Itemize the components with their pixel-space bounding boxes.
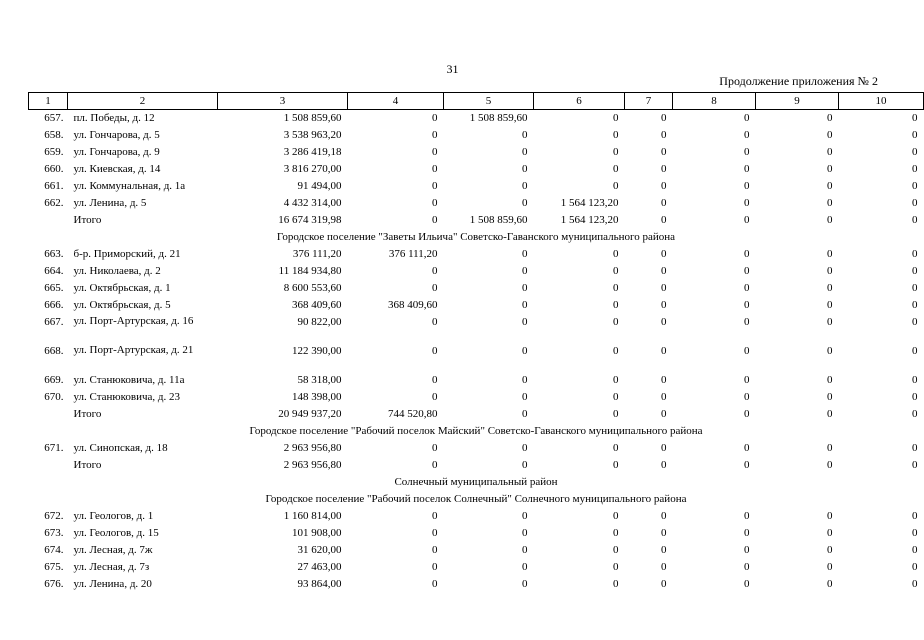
column-header: 8 (673, 93, 756, 110)
value-cell-col-8: 0 (744, 560, 750, 573)
section-heading: Городское поселение "Рабочий поселок Солнечный" Солнечного муниципального района (265, 492, 687, 505)
table-row (29, 263, 924, 280)
value-cell-col-7: 0 (661, 145, 667, 158)
section-heading-row (29, 491, 924, 508)
value-cell-col-5: 0 (522, 145, 528, 158)
value-cell-col-3: 90 822,00 (297, 315, 342, 328)
value-cell-col-6: 0 (613, 128, 619, 141)
row-number: 667. (44, 315, 64, 328)
value-cell-col-3: 93 864,00 (297, 577, 342, 590)
value-cell-col-10: 0 (912, 264, 918, 277)
value-cell-col-8: 0 (744, 196, 750, 209)
value-cell-col-10: 0 (912, 407, 918, 420)
column-header: 6 (534, 93, 625, 110)
column-header: 5 (444, 93, 534, 110)
value-cell-col-4: 0 (432, 509, 438, 522)
address-cell: ул. Киевская, д. 14 (73, 162, 161, 175)
column-header: 9 (756, 93, 839, 110)
value-cell-col-8: 0 (744, 526, 750, 539)
address-cell: ул. Ленина, д. 20 (73, 577, 152, 590)
value-cell-col-10: 0 (912, 162, 918, 175)
value-cell-col-4: 0 (432, 264, 438, 277)
total-row (29, 406, 924, 423)
address-cell: ул. Порт-Артурская, д. 16 (73, 314, 194, 327)
address-cell: пл. Победы, д. 12 (73, 112, 155, 124)
value-cell-col-9: 0 (827, 128, 833, 141)
value-cell-col-10: 0 (912, 213, 918, 226)
value-cell-col-8: 0 (744, 344, 750, 357)
total-row (29, 212, 924, 229)
row-number: 658. (44, 128, 64, 141)
column-header: 2 (68, 93, 218, 110)
row-number: 660. (44, 162, 64, 175)
table-row (29, 144, 924, 161)
address-cell: ул. Синопская, д. 18 (73, 441, 168, 454)
row-number (29, 212, 68, 229)
table-row (29, 246, 924, 263)
value-cell-col-6: 0 (613, 145, 619, 158)
address-cell: ул. Геологов, д. 1 (73, 509, 154, 522)
value-cell-col-7: 0 (661, 526, 667, 539)
table-row (29, 559, 924, 576)
value-cell-col-4: 0 (432, 128, 438, 141)
address-cell: ул. Октябрьская, д. 1 (73, 281, 171, 294)
section-heading: Городское поселение "Рабочий поселок Майский" Советско-Гаванского муниципального района (249, 424, 703, 437)
table-body (29, 110, 924, 593)
value-cell-col-7: 0 (661, 315, 667, 328)
value-cell-col-5: 0 (522, 526, 528, 539)
total-label: Итого (73, 458, 102, 471)
total-row (29, 457, 924, 474)
address-cell: ул. Коммунальная, д. 1а (73, 179, 186, 192)
value-cell-col-9: 0 (827, 509, 833, 522)
value-cell-col-3: 20 949 937,20 (278, 407, 342, 420)
value-cell-col-8: 0 (744, 315, 750, 328)
value-cell-col-9: 0 (827, 281, 833, 294)
row-number: 663. (44, 247, 64, 260)
value-cell-col-6: 0 (613, 577, 619, 590)
row-number: 662. (44, 196, 64, 209)
address-cell: ул. Николаева, д. 2 (73, 264, 161, 277)
value-cell-col-4: 0 (432, 112, 438, 124)
value-cell-col-7: 0 (661, 543, 667, 556)
value-cell-col-6: 0 (613, 247, 619, 260)
value-cell-col-10: 0 (912, 390, 918, 403)
value-cell-col-8: 0 (744, 390, 750, 403)
value-cell-col-7: 0 (661, 162, 667, 175)
value-cell-col-7: 0 (661, 344, 667, 357)
section-heading-row (29, 423, 924, 440)
value-cell-col-5: 0 (522, 128, 528, 141)
value-cell-col-5: 0 (522, 577, 528, 590)
value-cell-col-9: 0 (827, 298, 833, 311)
address-cell: ул. Станюковича, д. 11а (73, 373, 185, 386)
address-cell: ул. Геологов, д. 15 (73, 526, 159, 539)
value-cell-col-8: 0 (744, 247, 750, 260)
column-header: 4 (348, 93, 444, 110)
row-number: 661. (44, 179, 64, 192)
value-cell-col-4: 0 (432, 315, 438, 328)
address-cell: ул. Гончарова, д. 5 (73, 128, 160, 141)
value-cell-col-8: 0 (744, 112, 750, 124)
address-cell: ул. Лесная, д. 7з (73, 560, 150, 573)
value-cell-col-3: 101 908,00 (292, 526, 342, 539)
address-cell: ул. Порт-Артурская, д. 21 (73, 343, 194, 356)
address-cell: ул. Ленина, д. 5 (73, 196, 147, 209)
value-cell-col-5: 0 (522, 264, 528, 277)
section-heading-row (29, 229, 924, 246)
value-cell-col-4: 0 (432, 543, 438, 556)
value-cell-col-10: 0 (912, 128, 918, 141)
value-cell-col-4: 0 (432, 526, 438, 539)
value-cell-col-6: 0 (613, 560, 619, 573)
value-cell-col-5: 0 (522, 298, 528, 311)
value-cell-col-3: 368 409,60 (292, 298, 342, 311)
value-cell-col-5: 0 (522, 315, 528, 328)
value-cell-col-6: 0 (613, 264, 619, 277)
address-cell: ул. Станюковича, д. 23 (73, 390, 181, 403)
value-cell-col-6: 0 (613, 179, 619, 192)
table-row (29, 440, 924, 457)
value-cell-col-6: 0 (613, 373, 619, 386)
value-cell-col-6: 1 564 123,20 (560, 213, 619, 226)
value-cell-col-4: 376 111,20 (388, 247, 438, 260)
value-cell-col-3: 31 620,00 (297, 543, 342, 556)
value-cell-col-9: 0 (827, 543, 833, 556)
value-cell-col-10: 0 (912, 373, 918, 386)
value-cell-col-10: 0 (912, 196, 918, 209)
value-cell-col-8: 0 (744, 458, 750, 471)
value-cell-col-10: 0 (912, 509, 918, 522)
value-cell-col-7: 0 (661, 247, 667, 260)
value-cell-col-4: 0 (432, 213, 438, 226)
value-cell-col-9: 0 (827, 145, 833, 158)
value-cell-col-7: 0 (661, 213, 667, 226)
value-cell-col-5: 0 (522, 390, 528, 403)
value-cell-col-3: 122 390,00 (292, 344, 342, 357)
value-cell-col-7: 0 (661, 407, 667, 420)
value-cell-col-9: 0 (827, 162, 833, 175)
value-cell-col-3: 3 538 963,20 (283, 128, 342, 141)
value-cell-col-9: 0 (827, 196, 833, 209)
row-number: 659. (44, 145, 64, 158)
value-cell-col-4: 0 (432, 577, 438, 590)
value-cell-col-4: 0 (432, 344, 438, 357)
table-row (29, 127, 924, 144)
row-number: 657. (44, 112, 64, 124)
value-cell-col-4: 0 (432, 179, 438, 192)
section-heading: Солнечный муниципальный район (394, 475, 558, 488)
value-cell-col-7: 0 (661, 281, 667, 294)
value-cell-col-4: 0 (432, 560, 438, 573)
row-number: 664. (44, 264, 64, 277)
value-cell-col-10: 0 (912, 315, 918, 328)
row-number: 669. (44, 373, 64, 386)
address-cell: ул. Гончарова, д. 9 (73, 145, 160, 158)
value-cell-col-4: 0 (432, 390, 438, 403)
value-cell-col-10: 0 (912, 560, 918, 573)
row-number: 668. (44, 344, 64, 357)
value-cell-col-8: 0 (744, 577, 750, 590)
value-cell-col-4: 0 (432, 196, 438, 209)
value-cell-col-5: 1 508 859,60 (469, 112, 528, 124)
page-number: 31 (446, 62, 459, 76)
value-cell-col-9: 0 (827, 407, 833, 420)
value-cell-col-7: 0 (661, 441, 667, 454)
value-cell-col-7: 0 (661, 509, 667, 522)
value-cell-col-8: 0 (744, 264, 750, 277)
row-number: 671. (44, 441, 64, 454)
value-cell-col-6: 0 (613, 543, 619, 556)
total-label: Итого (73, 213, 102, 226)
table-row (29, 195, 924, 212)
row-number: 675. (44, 560, 64, 573)
table-row (29, 576, 924, 593)
value-cell-col-9: 0 (827, 390, 833, 403)
address-cell: б-р. Приморский, д. 21 (73, 247, 181, 260)
value-cell-col-7: 0 (661, 264, 667, 277)
value-cell-col-3: 2 963 956,80 (283, 441, 342, 454)
table-row (29, 161, 924, 178)
value-cell-col-10: 0 (912, 298, 918, 311)
value-cell-col-5: 0 (522, 441, 528, 454)
value-cell-col-8: 0 (744, 179, 750, 192)
table-row (29, 178, 924, 195)
value-cell-col-7: 0 (661, 196, 667, 209)
value-cell-col-5: 1 508 859,60 (469, 213, 528, 226)
row-number: 665. (44, 281, 64, 294)
value-cell-col-6: 0 (613, 344, 619, 357)
value-cell-col-9: 0 (827, 315, 833, 328)
value-cell-col-5: 0 (522, 179, 528, 192)
value-cell-col-3: 8 600 553,60 (283, 281, 342, 294)
value-cell-col-8: 0 (744, 162, 750, 175)
value-cell-col-10: 0 (912, 247, 918, 260)
value-cell-col-10: 0 (912, 577, 918, 590)
value-cell-col-5: 0 (522, 196, 528, 209)
value-cell-col-3: 11 184 934,80 (278, 264, 342, 277)
value-cell-col-6: 0 (613, 162, 619, 175)
value-cell-col-4: 0 (432, 145, 438, 158)
value-cell-col-4: 368 409,60 (388, 298, 438, 311)
value-cell-col-10: 0 (912, 281, 918, 294)
value-cell-col-3: 376 111,20 (292, 247, 342, 260)
table-row (29, 343, 924, 372)
value-cell-col-5: 0 (522, 373, 528, 386)
value-cell-col-7: 0 (661, 390, 667, 403)
column-header: 1 (29, 93, 68, 110)
header-row (29, 93, 924, 110)
address-cell: ул. Октябрьская, д. 5 (73, 298, 171, 311)
value-cell-col-4: 0 (432, 458, 438, 471)
value-cell-col-6: 0 (613, 526, 619, 539)
value-cell-col-9: 0 (827, 373, 833, 386)
value-cell-col-5: 0 (522, 543, 528, 556)
value-cell-col-10: 0 (912, 526, 918, 539)
value-cell-col-9: 0 (827, 441, 833, 454)
value-cell-col-9: 0 (827, 247, 833, 260)
value-cell-col-9: 0 (827, 112, 833, 124)
value-cell-col-6: 0 (613, 281, 619, 294)
value-cell-col-7: 0 (661, 298, 667, 311)
value-cell-col-9: 0 (827, 179, 833, 192)
row-number (29, 406, 68, 423)
table-row (29, 280, 924, 297)
value-cell-col-8: 0 (744, 213, 750, 226)
column-header: 10 (839, 93, 924, 110)
value-cell-col-6: 0 (613, 407, 619, 420)
value-cell-col-9: 0 (827, 577, 833, 590)
value-cell-col-3: 1 508 859,60 (283, 112, 342, 124)
column-header: 7 (625, 93, 673, 110)
value-cell-col-7: 0 (661, 458, 667, 471)
section-heading: Городское поселение "Заветы Ильича" Советско-Гаванского муниципального района (276, 230, 676, 243)
value-cell-col-3: 27 463,00 (297, 560, 342, 573)
value-cell-col-8: 0 (744, 407, 750, 420)
value-cell-col-10: 0 (912, 441, 918, 454)
value-cell-col-10: 0 (912, 145, 918, 158)
value-cell-col-8: 0 (744, 441, 750, 454)
value-cell-col-5: 0 (522, 162, 528, 175)
total-label: Итого (73, 407, 102, 420)
table-row (29, 389, 924, 406)
value-cell-col-9: 0 (827, 213, 833, 226)
value-cell-col-7: 0 (661, 373, 667, 386)
value-cell-col-5: 0 (522, 247, 528, 260)
value-cell-col-9: 0 (827, 264, 833, 277)
value-cell-col-7: 0 (661, 128, 667, 141)
value-cell-col-8: 0 (744, 298, 750, 311)
value-cell-col-9: 0 (827, 458, 833, 471)
row-number (29, 457, 68, 474)
value-cell-col-6: 0 (613, 390, 619, 403)
value-cell-col-8: 0 (744, 128, 750, 141)
value-cell-col-5: 0 (522, 458, 528, 471)
table-row (29, 314, 924, 343)
value-cell-col-4: 0 (432, 162, 438, 175)
value-cell-col-6: 0 (613, 441, 619, 454)
value-cell-col-3: 58 318,00 (297, 373, 342, 386)
section-heading-row (29, 474, 924, 491)
value-cell-col-3: 2 963 956,80 (283, 458, 342, 471)
value-cell-col-4: 0 (432, 441, 438, 454)
value-cell-col-8: 0 (744, 281, 750, 294)
value-cell-col-3: 1 160 814,00 (283, 509, 342, 522)
value-cell-col-4: 744 520,80 (388, 407, 438, 420)
continuation-label: Продолжение приложения № 2 (719, 74, 878, 88)
row-number: 673. (44, 526, 64, 539)
table-row (29, 372, 924, 389)
value-cell-col-10: 0 (912, 179, 918, 192)
value-cell-col-3: 16 674 319,98 (278, 213, 342, 226)
value-cell-col-6: 0 (613, 298, 619, 311)
value-cell-col-3: 4 432 314,00 (283, 196, 342, 209)
value-cell-col-7: 0 (661, 577, 667, 590)
value-cell-col-5: 0 (522, 344, 528, 357)
value-cell-col-5: 0 (522, 509, 528, 522)
value-cell-col-4: 0 (432, 373, 438, 386)
value-cell-col-10: 0 (912, 344, 918, 357)
value-cell-col-3: 91 494,00 (297, 179, 342, 192)
value-cell-col-10: 0 (912, 112, 918, 124)
value-cell-col-7: 0 (661, 179, 667, 192)
value-cell-col-6: 0 (613, 112, 619, 124)
value-cell-col-8: 0 (744, 509, 750, 522)
value-cell-col-3: 3 286 419,18 (283, 145, 342, 158)
row-number: 676. (44, 577, 64, 590)
value-cell-col-9: 0 (827, 526, 833, 539)
table-row (29, 508, 924, 525)
column-header: 3 (218, 93, 348, 110)
value-cell-col-5: 0 (522, 407, 528, 420)
value-cell-col-6: 1 564 123,20 (560, 196, 619, 209)
appendix-table (28, 92, 924, 593)
table-row (29, 110, 924, 127)
value-cell-col-8: 0 (744, 145, 750, 158)
value-cell-col-3: 3 816 270,00 (283, 162, 342, 175)
value-cell-col-6: 0 (613, 315, 619, 328)
value-cell-col-8: 0 (744, 543, 750, 556)
value-cell-col-5: 0 (522, 560, 528, 573)
row-number: 666. (44, 298, 64, 311)
table-row (29, 525, 924, 542)
value-cell-col-10: 0 (912, 543, 918, 556)
row-number: 674. (44, 543, 64, 556)
value-cell-col-9: 0 (827, 344, 833, 357)
value-cell-col-10: 0 (912, 458, 918, 471)
value-cell-col-7: 0 (661, 560, 667, 573)
value-cell-col-9: 0 (827, 560, 833, 573)
value-cell-col-6: 0 (613, 458, 619, 471)
row-number: 670. (44, 390, 64, 403)
value-cell-col-7: 0 (661, 112, 667, 124)
table-row (29, 297, 924, 314)
value-cell-col-3: 148 398,00 (292, 390, 342, 403)
row-number: 672. (44, 509, 64, 522)
address-cell: ул. Лесная, д. 7ж (73, 543, 153, 556)
value-cell-col-8: 0 (744, 373, 750, 386)
value-cell-col-6: 0 (613, 509, 619, 522)
value-cell-col-4: 0 (432, 281, 438, 294)
value-cell-col-5: 0 (522, 281, 528, 294)
table-row (29, 542, 924, 559)
